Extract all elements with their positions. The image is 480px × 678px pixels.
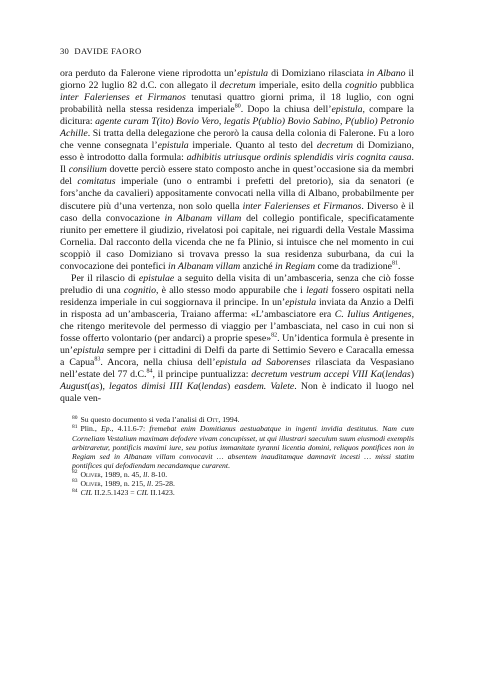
footnote-83 <box>60 479 414 488</box>
running-head <box>60 46 414 58</box>
body-text <box>60 68 414 405</box>
page-number: 30 <box>60 46 69 56</box>
footnote-text: Plin., Ep., 4.11.6-7: fremebat enim Domitianus aestuabatque in ingenti invidia destitutus. Nam cum Corneliam Vestalium maximam defodere vivam concupisset, ut qui illustrari saeculum suum eiusmodi exemplis arbitraretur, pontificis maximi iure, seu potius immanitate tyranni licentia domini, reliquos pontifices non in Regiam sed in Albanam villam convocavit … absentem inauditamque damnavit incesti … missi statim pontifices qui defodiendam necandamque curarent. <box>72 424 414 470</box>
footnote-84 <box>60 488 414 497</box>
running-head-author: DAVIDE FAORO <box>74 46 142 56</box>
footnote-number: 83 <box>72 478 78 485</box>
footnote-81 <box>60 424 414 469</box>
footnotes <box>60 415 414 497</box>
footnote-text: CIL II.2.5.1423 = CIL II.1423. <box>80 488 175 498</box>
footnote-number: 80 <box>72 414 78 421</box>
footnote-text: Su questo documento si veda l’analisi di Ott, 1994. <box>80 415 240 425</box>
footnote-number: 81 <box>72 423 78 430</box>
page <box>60 46 414 497</box>
paragraph-1: ora perduto da Falerone viene riprodotta un’epistula di Domiziano rilasciata in Albano il giorno 22 luglio 82 d.C. con allegato il decretum imperiale, esito della cognitio pubblica inter Falerienses et Firmanos tenutasi quattro giorni prima, il 18 luglio, con ogni probabilità nella stessa residenza imperiale$^{80}$. Dopo la chiusa dell’epistula, compare la dicitura: agente curam T(ito) Bovio Vero, legatis P(ublio) Bovio Sabino, P(ublio) Petronio Achille. Si tratta della delegazione che perorò la causa della colonia di Falerone. Fu a loro che venne consegnata l’epistula imperiale. Quanto al testo del decretum di Domiziano, esso è introdotto dalla formula: adhibitis utriusque ordinis splendidis viris cognita causa. Il consilium dovette perciò essere stato composto anche in quest’occasione sia da membri del comitatus imperiale (uno o entrambi i prefetti del pretorio), sia da senatori (e fors’anche da cavalieri) appositamente convocati nella villa di Albano, probabilmente per discutere più d’una vertenza, non solo quella inter Falerienses et Firmanos. Diverso è il caso della convocazione in Albanam villam del collegio pontificale, specificatamente riunito per emettere il giudizio, rivelatosi poi capitale, nei riguardi della Vestale Massima Cornelia. Dal racconto della vicenda che ne fa Plinio, si intuisce che nel momento in cui scoppiò il caso Domiziano si trovava presso la sua residenza suburbana, da cui la convocazione dei pontefici in Albanam villam anziché in Regiam come da tradizione$^{81}$. <box>60 68 415 272</box>
footnote-number: 84 <box>72 487 78 494</box>
footnote-text: Oliver, 1989, n. 215, ll. 25-28. <box>80 478 175 488</box>
paragraph-2: Per il rilascio di epistulae a seguito della visita di un’ambasceria, senza che ciò fosse preludio di una cognitio, è allo stesso modo appurabile che i legati fossero ospitati nella residenza imperiale in cui soggiornava il principe. In un’epistula inviata da Anzio a Delfi in risposta ad un’ambasceria, Traiano afferma: «L’ambasciatore era C. Iulius Antigenes, che ritengo meritevole del permesso di viaggio per l’ambasciata, nel caso in cui non si fosse offerto volontario (per andarci) a proprie spese»$^{82}$. Un’identica formula è presente in un’epistula sempre per i cittadini di Delfi da parte di Settimio Severo e Caracalla emessa a Capua$^{83}$. Ancora, nella chiusa dell’epistula ad Saborenses rilasciata da Vespasiano nell’estate del 77 d.C.$^{84}$, il principe puntualizza: decretum vestrum accepi VIII Ka(lendas) August(as), legatos dimisi IIII Ka(lendas) easdem. Valete. Non è indicato il luogo nel quale ven- <box>60 272 415 405</box>
footnote-text: Oliver, 1989, n. 45, ll. 8-10. <box>80 469 168 479</box>
footnote-number: 82 <box>72 469 78 476</box>
footnote-82 <box>60 470 414 479</box>
